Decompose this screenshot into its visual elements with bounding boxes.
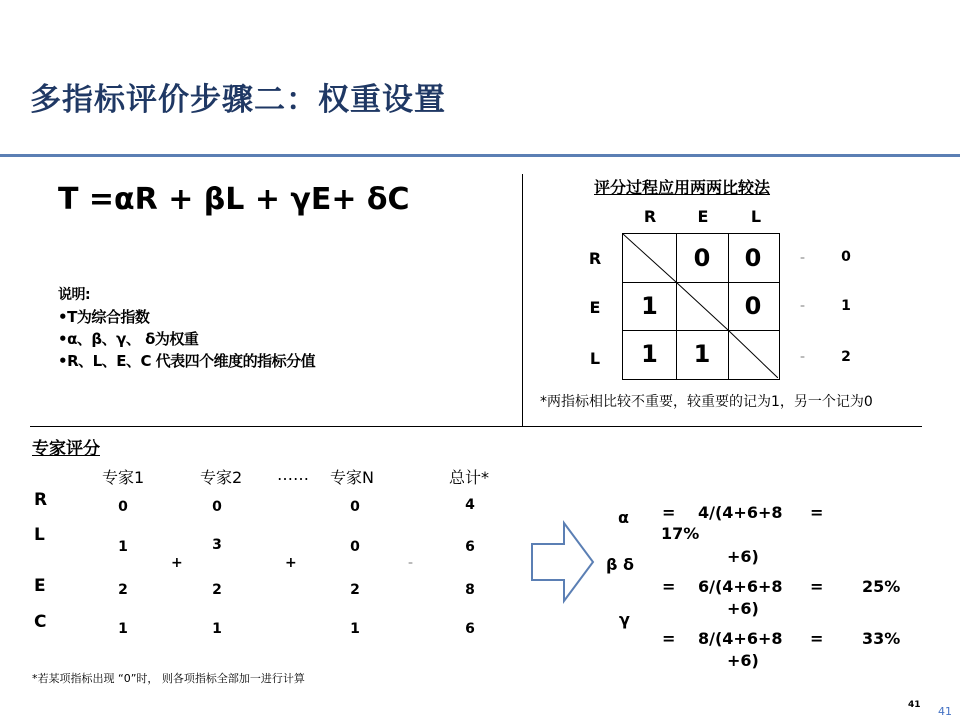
- expert-score: 2: [212, 582, 222, 598]
- expert-score: 0: [350, 499, 360, 515]
- note-line: •R、L、E、C 代表四个维度的指标分值: [58, 352, 316, 370]
- matrix-cell: 1: [641, 340, 658, 368]
- expert-title: 专家评分: [32, 439, 100, 459]
- equals-sign: =: [810, 503, 824, 522]
- expert-total: 6: [465, 621, 475, 637]
- note-line: •α、β、γ、 δ为权重: [58, 330, 199, 348]
- equals-sign: =: [662, 503, 676, 522]
- weight-label: γ: [619, 610, 630, 629]
- expert-header: 总计*: [449, 468, 490, 487]
- expert-total: 8: [465, 582, 475, 598]
- expert-header: 专家1: [102, 468, 145, 487]
- matrix-title: 评分过程应用两两比较法: [594, 178, 771, 197]
- weight-formula: 4/(4+6+8: [698, 503, 783, 522]
- expert-row-label: E: [34, 576, 46, 596]
- expert-score: 0: [212, 499, 222, 515]
- matrix-row-header: L: [589, 349, 601, 368]
- expert-header: 专家N: [330, 468, 374, 487]
- expert-row-label: C: [34, 612, 47, 632]
- matrix-col-header: R: [643, 207, 657, 226]
- expert-score: 1: [118, 621, 128, 637]
- matrix-cell: 1: [641, 292, 658, 320]
- weight-label: α: [618, 508, 629, 527]
- weight-label: β δ: [606, 555, 635, 574]
- matrix-row-total: 1: [841, 298, 851, 314]
- equals-sign: =: [662, 629, 676, 648]
- expert-score: 2: [118, 582, 128, 598]
- weight-result: 17%: [661, 524, 700, 543]
- matrix-row-total: 2: [841, 349, 851, 365]
- matrix-row-header: R: [588, 249, 602, 268]
- matrix-row-header: E: [589, 298, 601, 317]
- expert-score: 3: [212, 537, 222, 553]
- expert-row-label: L: [34, 525, 45, 545]
- horizontal-divider: [30, 426, 922, 427]
- comparison-matrix: [622, 233, 780, 380]
- right-arrow-icon: [530, 520, 596, 604]
- weight-result: 33%: [862, 629, 901, 648]
- equals-marker: =: [800, 303, 806, 310]
- page-number: 41: [938, 705, 952, 718]
- weight-result: 25%: [862, 577, 901, 596]
- equals-sign: =: [662, 577, 676, 596]
- weight-formula-tail: +6): [727, 651, 759, 670]
- matrix-cell: 0: [744, 292, 762, 320]
- matrix-cell: 0: [693, 244, 711, 272]
- expert-score: 0: [350, 539, 360, 555]
- expert-score: 1: [118, 539, 128, 555]
- equals-sign: =: [810, 577, 824, 596]
- matrix-col-header: L: [750, 207, 762, 226]
- weight-formula-tail: +6): [727, 547, 759, 566]
- matrix-note: *两指标相比较不重要，较重要的记为1，另一个记为0: [540, 394, 873, 410]
- matrix-cell: 0: [744, 244, 762, 272]
- notes-heading: 说明:: [58, 287, 91, 303]
- weight-formula: 8/(4+6+8: [698, 629, 783, 648]
- formula: T =αR + βL + γE+ δC: [58, 182, 410, 217]
- expert-score: 1: [212, 621, 222, 637]
- expert-score: 1: [350, 621, 360, 637]
- expert-header: 专家2: [200, 468, 243, 487]
- equals-sign: =: [810, 629, 824, 648]
- vertical-divider: [522, 174, 523, 426]
- weight-formula: 6/(4+6+8: [698, 577, 783, 596]
- matrix-cell: 1: [693, 340, 711, 368]
- note-line: •T为综合指数: [58, 308, 150, 326]
- expert-score: 0: [118, 499, 128, 515]
- plus-sign: +: [171, 555, 183, 571]
- matrix-row-total: 0: [841, 249, 851, 265]
- page-title: 多指标评价步骤二：权重设置: [30, 82, 446, 118]
- notes-block: [58, 284, 315, 372]
- page-number: 41: [908, 700, 921, 710]
- matrix-col-header: E: [697, 207, 709, 226]
- expert-total: 4: [465, 497, 475, 513]
- expert-row-label: R: [34, 490, 48, 510]
- expert-header: ……: [277, 465, 309, 484]
- expert-score: 2: [350, 582, 360, 598]
- weight-formula-tail: +6): [727, 599, 759, 618]
- expert-note: *若某项指标出现 “0”时， 则各项指标全部加一进行计算: [32, 672, 305, 685]
- equals-marker: =: [408, 560, 414, 567]
- plus-sign: +: [285, 555, 297, 571]
- equals-marker: =: [800, 354, 806, 361]
- expert-total: 6: [465, 539, 475, 555]
- equals-marker: =: [800, 255, 806, 262]
- title-divider: [0, 154, 960, 157]
